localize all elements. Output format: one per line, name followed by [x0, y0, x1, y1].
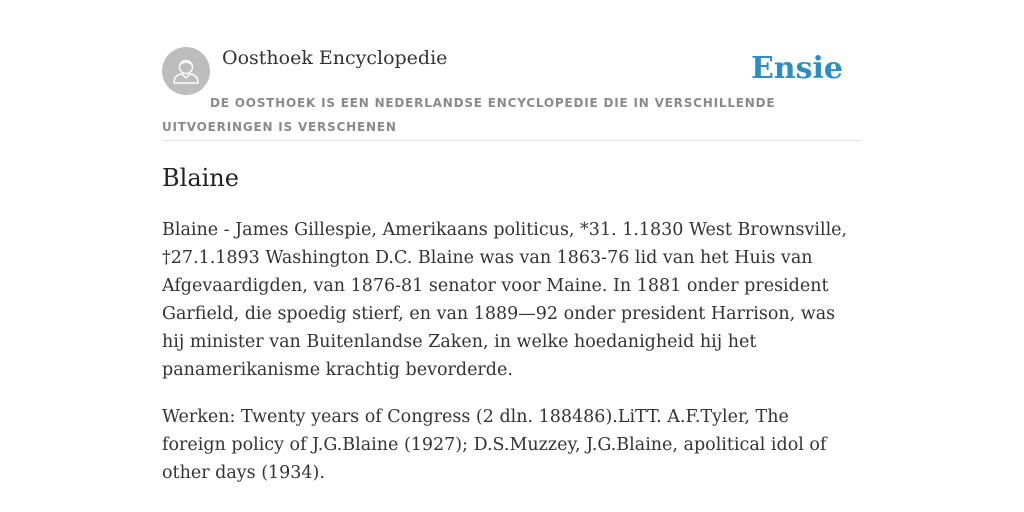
article-paragraph: Blaine - James Gillespie, Amerikaans politicus, *31. 1.1830 West Brownsville, †27.1.1893 Washington D.C. Blaine was van 1863-76 lid van het Huis van Afgevaardigden, van 1876-81 senator voor Maine. In 1881 onder president Garfield, die spoedig stierf, en van 1889—92 onder president Harrison, was hij minister van Buitenlandse Zaken, in welke hoedanigheid hij het panamerikanisme krachtig bevorderde.	[162, 220, 848, 380]
user-avatar-icon[interactable]	[162, 47, 210, 95]
article-paragraph: Werken: Twenty years of Congress (2 dln. 188486).LiTT. A.F.Tyler, The foreign policy of J.G.Blaine (1927); D.S.Muzzey, J.G.Blaine, apolitical idol of other days (1934).	[162, 407, 827, 483]
article-title: Blaine	[162, 164, 239, 192]
ensie-logo-link[interactable]: Ensie	[750, 51, 843, 86]
source-header	[162, 46, 862, 141]
source-description: DE OOSTHOEK IS EEN NEDERLANDSE ENCYCLOPEDIE DIE IN VERSCHILLENDE UITVOERINGEN IS VERSCHENEN	[162, 96, 776, 134]
source-title[interactable]: Oosthoek Encyclopedie	[222, 47, 448, 69]
